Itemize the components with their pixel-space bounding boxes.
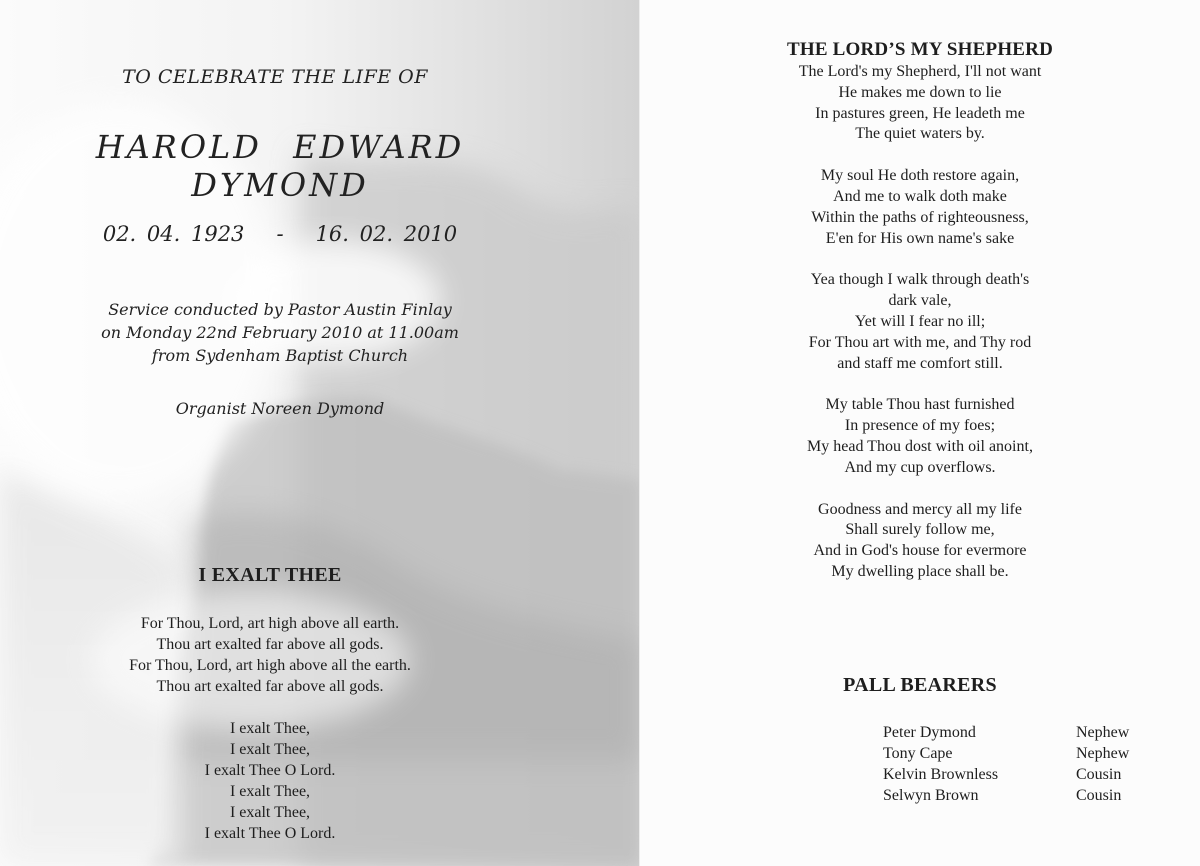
organist-line: Organist Noreen Dymond bbox=[175, 399, 385, 418]
lyric-line: My head Thou dost with oil anoint, bbox=[807, 437, 1033, 455]
service-line: on Monday 22nd February 2010 at 11.00am bbox=[101, 323, 459, 342]
lyric-line: Goodness and mercy all my life bbox=[818, 500, 1022, 518]
lyric-line: For Thou art with me, and Thy rod bbox=[808, 333, 1032, 351]
pall-bearer-row bbox=[883, 785, 1163, 806]
psalm-lyrics bbox=[640, 62, 1200, 583]
pall-bearer-row bbox=[883, 743, 1163, 764]
service-details bbox=[60, 298, 500, 367]
lyric-line: The quiet waters by. bbox=[855, 125, 985, 143]
lyric-line: My soul He doth restore again, bbox=[820, 167, 1020, 185]
bearer-relation: Cousin bbox=[1076, 766, 1122, 783]
lyric-line: And my cup overflows. bbox=[844, 458, 996, 476]
lyric-line: Yet will I fear no ill; bbox=[854, 312, 986, 330]
lyric-line: I exalt Thee O Lord. bbox=[204, 825, 336, 842]
bearer-relation: Cousin bbox=[1076, 787, 1122, 804]
bearer-relation: Nephew bbox=[1076, 745, 1130, 762]
bearer-name: Tony Cape bbox=[883, 745, 953, 762]
bearer-name: Kelvin Brownless bbox=[883, 766, 999, 783]
lyric-line: For Thou, Lord, art high above all earth. bbox=[140, 615, 400, 632]
lyric-line: In pastures green, He leadeth me bbox=[815, 104, 1025, 122]
lyric-line: dark vale, bbox=[888, 292, 952, 310]
life-dates: 02. 04. 1923 - 16. 02. 2010 bbox=[102, 222, 458, 246]
bearer-name: Peter Dymond bbox=[883, 724, 976, 741]
stanza-gap bbox=[640, 145, 1200, 166]
lyric-line: And me to walk doth make bbox=[833, 187, 1007, 205]
lyric-line: I exalt Thee O Lord. bbox=[204, 762, 336, 779]
lyric-line: The Lord's my Shepherd, I'll not want bbox=[798, 63, 1042, 80]
lyric-line: I exalt Thee, bbox=[229, 804, 311, 821]
service-line: Service conducted by Pastor Austin Finlay bbox=[108, 300, 452, 319]
celebrate-title: TO CELEBRATE THE LIFE OF bbox=[122, 66, 428, 88]
lyric-line: E'en for His own name's sake bbox=[825, 229, 1015, 247]
pall-bearer-row bbox=[883, 722, 1163, 743]
deceased-name: HAROLD EDWARD DYMOND bbox=[95, 128, 465, 204]
pall-bearers-list bbox=[883, 722, 1163, 806]
lyric-line: and staff me comfort still. bbox=[837, 354, 1003, 372]
stanza-gap bbox=[640, 374, 1200, 395]
lyric-line: Within the paths of righteousness, bbox=[811, 208, 1029, 226]
service-line: from Sydenham Baptist Church bbox=[151, 346, 409, 365]
lyric-line: My dwelling place shall be. bbox=[831, 562, 1009, 580]
lyric-line: I exalt Thee, bbox=[229, 720, 311, 737]
lyric-line: I exalt Thee, bbox=[229, 741, 311, 758]
lyric-line: He makes me down to lie bbox=[838, 83, 1002, 101]
stanza-gap bbox=[70, 697, 470, 718]
hymn-title: I EXALT THEE bbox=[198, 564, 342, 586]
psalm-title: THE LORD’S MY SHEPHERD bbox=[786, 39, 1054, 60]
lyric-line: And in God's house for evermore bbox=[813, 542, 1027, 560]
pall-bearer-row bbox=[883, 764, 1163, 785]
lyric-line: Thou art exalted far above all gods. bbox=[156, 636, 384, 653]
lyric-line: In presence of my foes; bbox=[844, 417, 996, 435]
lyric-line: My table Thou hast furnished bbox=[825, 396, 1015, 414]
pall-bearers-title: PALL BEARERS bbox=[843, 674, 997, 696]
lyric-line: I exalt Thee, bbox=[229, 783, 311, 800]
lyric-line: Shall surely follow me, bbox=[845, 521, 995, 539]
bearer-name: Selwyn Brown bbox=[883, 787, 979, 804]
hymn-lyrics bbox=[70, 613, 470, 844]
lyric-line: Yea though I walk through death's bbox=[810, 271, 1030, 289]
right-page bbox=[640, 0, 1200, 866]
lyric-line: Thou art exalted far above all gods. bbox=[156, 678, 384, 695]
bearer-relation: Nephew bbox=[1076, 724, 1130, 741]
stanza-gap bbox=[640, 479, 1200, 500]
stanza-gap bbox=[640, 249, 1200, 270]
lyric-line: For Thou, Lord, art high above all the earth. bbox=[129, 657, 411, 674]
